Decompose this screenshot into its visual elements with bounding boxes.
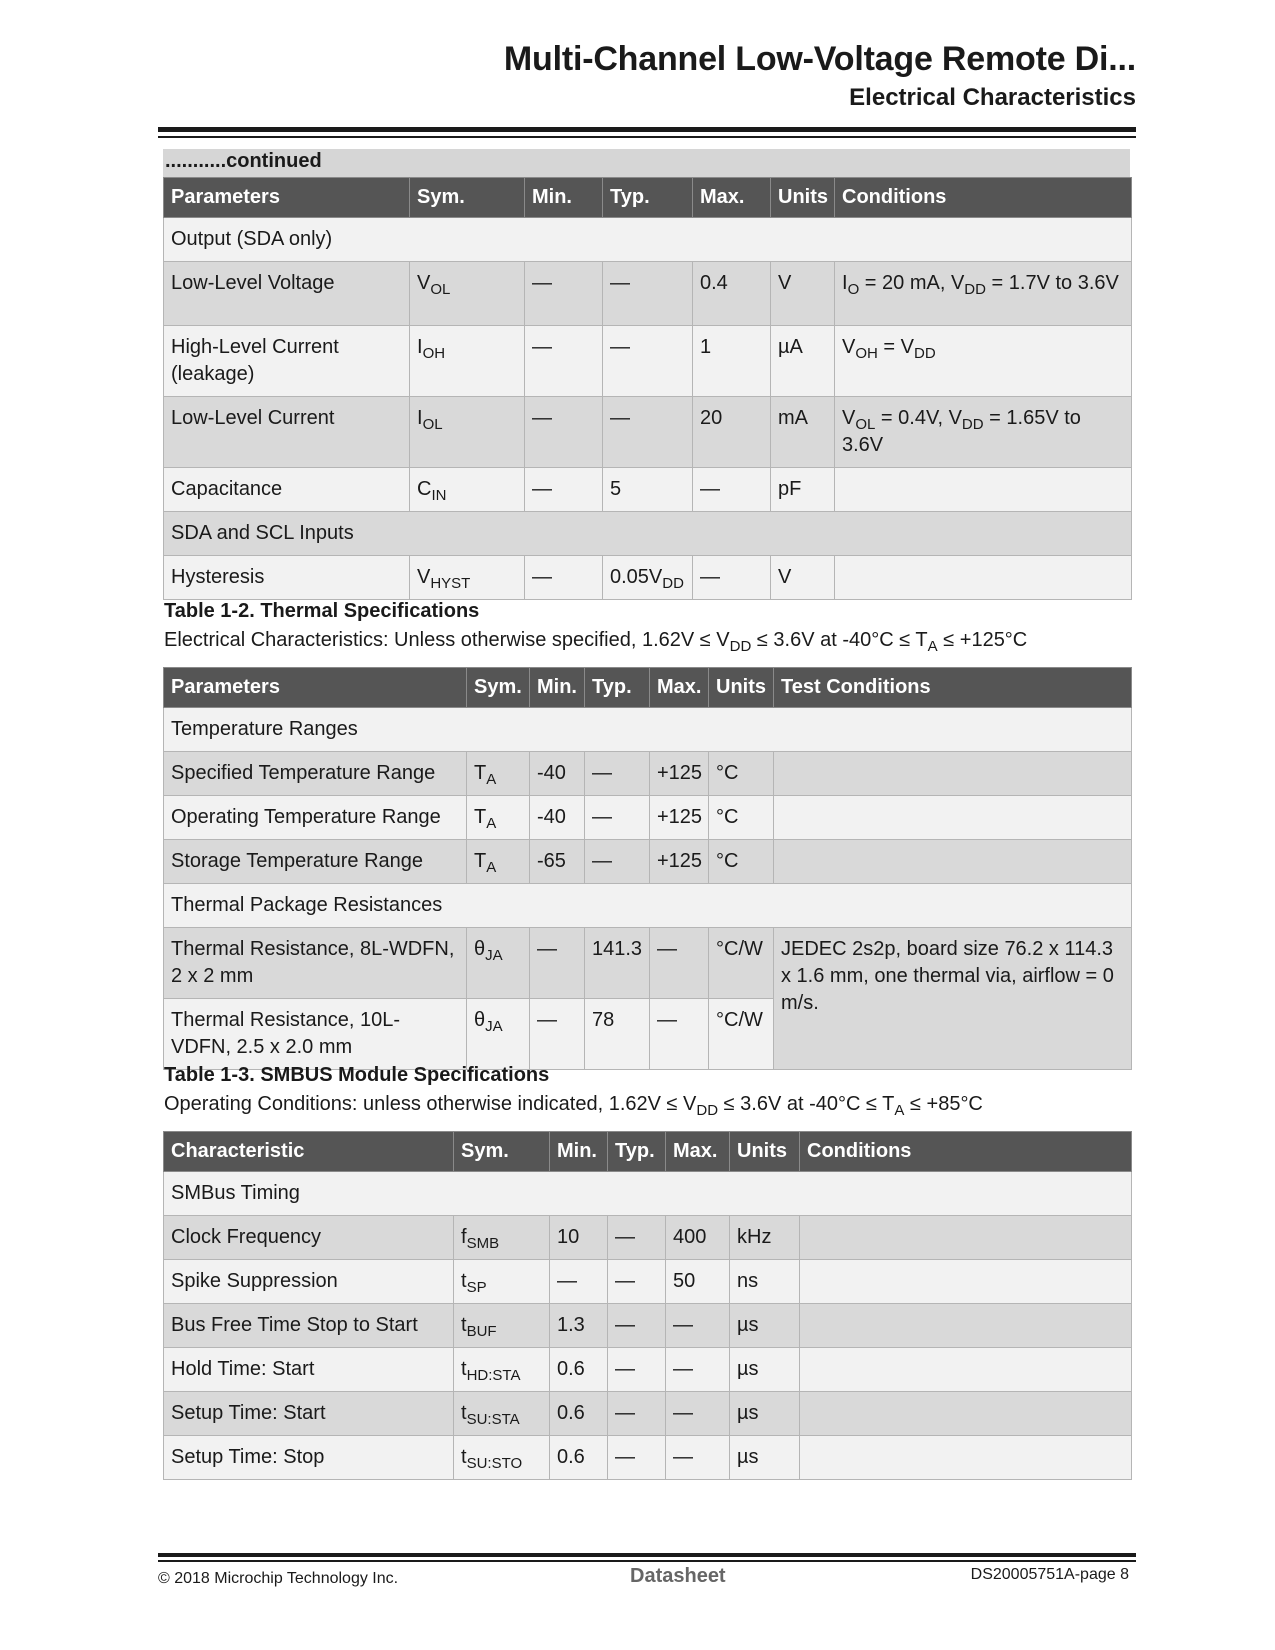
group-row — [164, 708, 1132, 752]
symbol-cell: $\theta_{JA}$ — [467, 928, 530, 999]
table-header-row — [164, 668, 1132, 708]
symbol-cell: $t_{SU:STA}$ — [454, 1392, 550, 1436]
footer-copyright: © 2018 Microchip Technology Inc. — [158, 1570, 399, 1587]
param-cell: Low-Level Current — [164, 397, 410, 468]
group-label: SDA and SCL Inputs — [164, 512, 1132, 556]
param-cell: Hold Time: Start — [164, 1348, 454, 1392]
symbol-cell: $t_{SP}$ — [454, 1260, 550, 1304]
typ-cell: — — [585, 840, 650, 884]
column-header: Parameters — [164, 668, 467, 708]
symbol-cell: $C_{IN}$ — [410, 468, 525, 512]
header-rule-thin — [158, 136, 1136, 138]
max-cell: — — [666, 1392, 730, 1436]
max-cell: 50 — [666, 1260, 730, 1304]
column-header: Sym. — [454, 1132, 550, 1172]
conditions-cell — [774, 796, 1132, 840]
table-header-row — [164, 178, 1132, 218]
units-cell: V — [771, 556, 835, 600]
min-cell: 0.6 — [550, 1436, 608, 1480]
min-cell: 0.6 — [550, 1348, 608, 1392]
column-header: Units — [709, 668, 774, 708]
conditions-cell — [835, 556, 1132, 600]
units-cell: °C — [709, 796, 774, 840]
table-row — [164, 796, 1132, 840]
conditions-cell — [774, 840, 1132, 884]
table-row — [164, 468, 1132, 512]
symbol-cell: $T_A$ — [467, 796, 530, 840]
units-cell: °C — [709, 840, 774, 884]
table-row — [164, 262, 1132, 326]
symbol-cell: $\theta_{JA}$ — [467, 999, 530, 1070]
units-cell: µs — [730, 1436, 800, 1480]
typ-cell: — — [608, 1436, 666, 1480]
max-cell: — — [650, 928, 709, 999]
units-cell: V — [771, 262, 835, 326]
units-cell: ns — [730, 1260, 800, 1304]
column-header: Typ. — [608, 1132, 666, 1172]
conditions-cell: $I_O = 20$ mA, $V_{DD} = 1.7V$ to 3.6V — [835, 262, 1132, 326]
table-row — [164, 1436, 1132, 1480]
typ-cell: — — [608, 1348, 666, 1392]
table-row — [164, 1348, 1132, 1392]
units-cell: mA — [771, 397, 835, 468]
table-row — [164, 840, 1132, 884]
min-cell: — — [525, 262, 603, 326]
min-cell: — — [525, 468, 603, 512]
units-cell: µs — [730, 1348, 800, 1392]
table3-caption: Table 1-3. SMBUS Module Specifications — [164, 1064, 550, 1086]
column-header: Test Conditions — [774, 668, 1132, 708]
param-cell: Clock Frequency — [164, 1216, 454, 1260]
max-cell: — — [693, 556, 771, 600]
column-header: Units — [730, 1132, 800, 1172]
table-row — [164, 752, 1132, 796]
min-cell: — — [530, 999, 585, 1070]
conditions-cell — [800, 1260, 1132, 1304]
typ-cell: — — [585, 752, 650, 796]
column-header: Min. — [525, 178, 603, 218]
max-cell: — — [666, 1348, 730, 1392]
param-cell: Capacitance — [164, 468, 410, 512]
min-cell: -40 — [530, 752, 585, 796]
max-cell: — — [650, 999, 709, 1070]
typ-cell: — — [603, 397, 693, 468]
max-cell: +125 — [650, 796, 709, 840]
param-cell: High-Level Current (leakage) — [164, 326, 410, 397]
column-header: Parameters — [164, 178, 410, 218]
symbol-cell: $T_A$ — [467, 752, 530, 796]
header-rule-thick — [158, 127, 1136, 132]
conditions-cell — [774, 752, 1132, 796]
symbol-cell: $I_{OL}$ — [410, 397, 525, 468]
group-label: SMBus Timing — [164, 1172, 1132, 1216]
typ-cell: 78 — [585, 999, 650, 1070]
typ-cell: — — [603, 326, 693, 397]
column-header: Conditions — [835, 178, 1132, 218]
param-cell: Operating Temperature Range — [164, 796, 467, 840]
max-cell: 400 — [666, 1216, 730, 1260]
symbol-cell: $I_{OH}$ — [410, 326, 525, 397]
column-header: Sym. — [410, 178, 525, 218]
table-row — [164, 1304, 1132, 1348]
conditions-cell — [800, 1304, 1132, 1348]
max-cell: 1 — [693, 326, 771, 397]
column-header: Min. — [530, 668, 585, 708]
footer-rule-thin — [158, 1560, 1136, 1562]
table-row — [164, 397, 1132, 468]
footer-page-number: DS20005751A-page 8 — [970, 1566, 1129, 1583]
typ-cell: — — [608, 1260, 666, 1304]
footer-doc-type: Datasheet — [630, 1565, 726, 1587]
min-cell: — — [550, 1260, 608, 1304]
table-row — [164, 928, 1132, 999]
typ-cell: 141.3 — [585, 928, 650, 999]
max-cell: — — [666, 1304, 730, 1348]
max-cell: 20 — [693, 397, 771, 468]
units-cell: °C — [709, 752, 774, 796]
table-row — [164, 1260, 1132, 1304]
group-row — [164, 218, 1132, 262]
param-cell: Thermal Resistance, 10L-VDFN, 2.5 x 2.0 mm — [164, 999, 467, 1070]
units-cell: µs — [730, 1392, 800, 1436]
group-label: Thermal Package Resistances — [164, 884, 1132, 928]
conditions-cell — [800, 1392, 1132, 1436]
min-cell: — — [525, 397, 603, 468]
units-cell: µs — [730, 1304, 800, 1348]
group-row — [164, 884, 1132, 928]
smbus-specifications-table — [163, 1131, 1132, 1480]
section-title: Electrical Characteristics — [849, 84, 1136, 111]
symbol-cell: $t_{HD:STA}$ — [454, 1348, 550, 1392]
typ-cell: — — [608, 1216, 666, 1260]
typ-cell: — — [608, 1392, 666, 1436]
column-header: Characteristic — [164, 1132, 454, 1172]
typ-cell: — — [585, 796, 650, 840]
typ-cell: 5 — [603, 468, 693, 512]
table-header-row — [164, 1132, 1132, 1172]
typ-cell: $0.05V_{DD}$ — [603, 556, 693, 600]
group-label: Output (SDA only) — [164, 218, 1132, 262]
table-row — [164, 1216, 1132, 1260]
param-cell: Storage Temperature Range — [164, 840, 467, 884]
table2-subcaption: Electrical Characteristics: Unless otherwise specified, $1.62V \le V_{DD} \le 3.6V$ at $-40^\circ C \le T_A \le +125^\circ C$ — [164, 629, 1028, 655]
column-header: Typ. — [585, 668, 650, 708]
column-header: Min. — [550, 1132, 608, 1172]
min-cell: — — [530, 928, 585, 999]
param-cell: Low-Level Voltage — [164, 262, 410, 326]
column-header: Sym. — [467, 668, 530, 708]
column-header: Conditions — [800, 1132, 1132, 1172]
column-header: Typ. — [603, 178, 693, 218]
column-header: Max. — [650, 668, 709, 708]
table-row — [164, 326, 1132, 397]
min-cell: 10 — [550, 1216, 608, 1260]
min-cell: 1.3 — [550, 1304, 608, 1348]
min-cell: -40 — [530, 796, 585, 840]
units-cell: kHz — [730, 1216, 800, 1260]
group-row — [164, 512, 1132, 556]
max-cell: — — [666, 1436, 730, 1480]
continued-label: ...........continued — [165, 150, 322, 172]
column-header: Max. — [666, 1132, 730, 1172]
param-cell: Hysteresis — [164, 556, 410, 600]
symbol-cell: $f_{SMB}$ — [454, 1216, 550, 1260]
units-cell: °C/W — [709, 999, 774, 1070]
symbol-cell: $V_{OL}$ — [410, 262, 525, 326]
symbol-cell: $T_A$ — [467, 840, 530, 884]
units-cell: µA — [771, 326, 835, 397]
electrical-characteristics-table — [163, 177, 1132, 600]
symbol-cell: $V_{HYST}$ — [410, 556, 525, 600]
typ-cell: — — [603, 262, 693, 326]
table-row — [164, 556, 1132, 600]
conditions-cell — [800, 1436, 1132, 1480]
conditions-cell: $V_{OH} = V_{DD}$ — [835, 326, 1132, 397]
table2-caption: Table 1-2. Thermal Specifications — [164, 600, 480, 622]
param-cell: Spike Suppression — [164, 1260, 454, 1304]
column-header: Units — [771, 178, 835, 218]
min-cell: — — [525, 326, 603, 397]
column-header: Max. — [693, 178, 771, 218]
max-cell: +125 — [650, 840, 709, 884]
param-cell: Setup Time: Start — [164, 1392, 454, 1436]
param-cell: Setup Time: Stop — [164, 1436, 454, 1480]
group-label: Temperature Ranges — [164, 708, 1132, 752]
table3-subcaption: Operating Conditions: unless otherwise indicated, $1.62V \le V_{DD} \le 3.6V$ at $-40^\circ C \le T_A \le +85^\circ C$ — [164, 1093, 983, 1119]
param-cell: Thermal Resistance, 8L-WDFN, 2 x 2 mm — [164, 928, 467, 999]
param-cell: Bus Free Time Stop to Start — [164, 1304, 454, 1348]
conditions-cell — [800, 1216, 1132, 1260]
max-cell: 0.4 — [693, 262, 771, 326]
conditions-cell — [835, 468, 1132, 512]
max-cell: +125 — [650, 752, 709, 796]
group-row — [164, 1172, 1132, 1216]
param-cell: Specified Temperature Range — [164, 752, 467, 796]
min-cell: -65 — [530, 840, 585, 884]
typ-cell: — — [608, 1304, 666, 1348]
table-row — [164, 1392, 1132, 1436]
symbol-cell: $t_{BUF}$ — [454, 1304, 550, 1348]
document-title: Multi-Channel Low-Voltage Remote Di... — [503, 40, 1136, 78]
min-cell: 0.6 — [550, 1392, 608, 1436]
symbol-cell: $t_{SU:STO}$ — [454, 1436, 550, 1480]
conditions-cell: JEDEC 2s2p, board size 76.2 x 114.3 x 1.6 mm, one thermal via, airflow = 0 m/s. — [774, 928, 1132, 1070]
conditions-cell — [800, 1348, 1132, 1392]
units-cell: pF — [771, 468, 835, 512]
footer-rule-thick — [158, 1553, 1136, 1557]
conditions-cell: $V_{OL} = 0.4V$, $V_{DD} = 1.65V$ to 3.6V — [835, 397, 1132, 468]
thermal-specifications-table — [163, 667, 1132, 1070]
max-cell: — — [693, 468, 771, 512]
units-cell: °C/W — [709, 928, 774, 999]
min-cell: — — [525, 556, 603, 600]
